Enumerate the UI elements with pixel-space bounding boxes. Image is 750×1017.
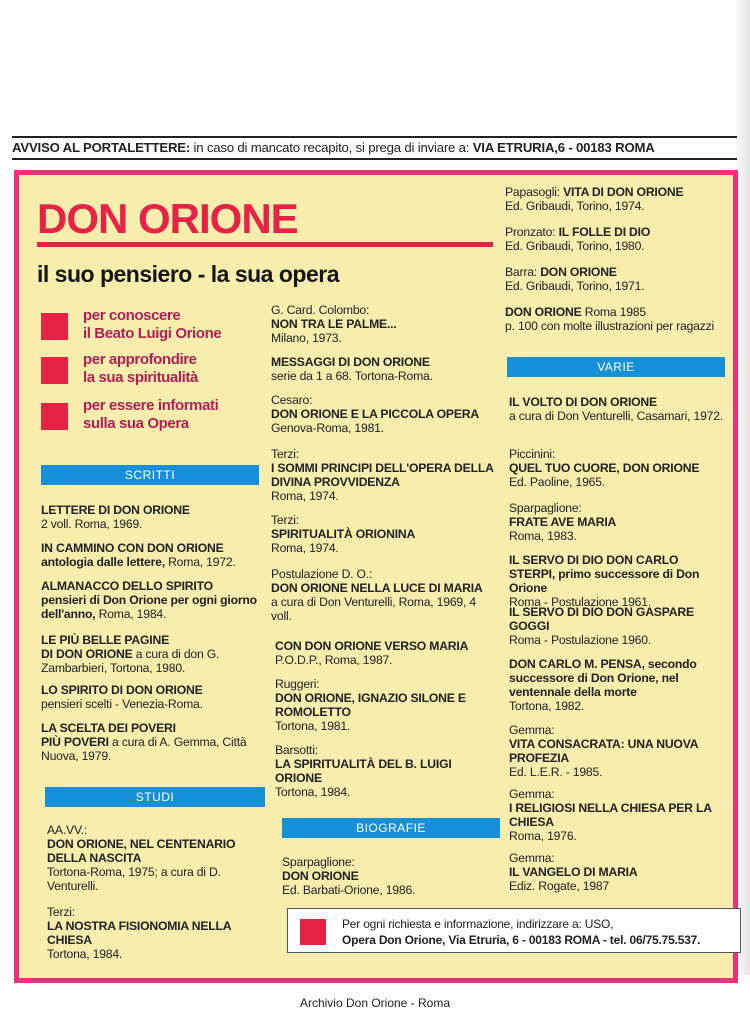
book-entry: Gemma: IL VANGELO DI MARIA Ediz. Rogate, 1987 [509, 851, 638, 893]
purpose-inform [41, 397, 271, 437]
book-entry: Sparpaglione: FRATE AVE MARIA Roma, 1983. [509, 501, 617, 543]
postal-address: VIA ETRURIA,6 - 00183 ROMA [472, 140, 655, 155]
book-entry: Papasogli: VITA DI DON ORIONE Ed. Gribaudi, Torino, 1974. [505, 185, 684, 213]
book-entry: Cesaro: DON ORIONE E LA PICCOLA OPERA Genova-Roma, 1981. [271, 393, 479, 435]
book-entry: G. Card. Colombo: NON TRA LE PALME... Milano, 1973. [271, 303, 397, 345]
red-square-bullet [41, 403, 68, 430]
book-entry: LETTERE DI DON ORIONE 2 voll. Roma, 1969. [41, 503, 190, 531]
section-bar-varie: VARIE [507, 357, 725, 377]
purpose-line: per conoscere [83, 307, 181, 324]
book-entry: IL VOLTO DI DON ORIONE a cura di Don Venturelli, Casamari, 1972. [509, 395, 724, 423]
book-entry: LE PIÙ BELLE PAGINE DI DON ORIONE a cura di don G. Zambarbieri, Tortona, 1980. [41, 633, 220, 675]
purpose-line: il Beato Luigi Orione [83, 325, 222, 342]
book-entry: DON CARLO M. PENSA, secondo successore di Don Orione, nel ventennale della morte Tortona, 1982. [509, 657, 697, 713]
book-entry: Pronzato: IL FOLLE DI DIO Ed. Gribaudi, Torino, 1980. [505, 225, 651, 253]
purpose-line: per approfondire [83, 351, 197, 368]
book-entry: LA SCELTA DEI POVERI PIÙ POVERI a cura di A. Gemma, Città Nuova, 1979. [41, 721, 247, 763]
brand-subtitle: il suo pensiero - la sua opera [37, 261, 339, 287]
brand-underline [37, 242, 493, 247]
book-entry: IN CAMMINO CON DON ORIONE antologia dalle lettere, Roma, 1972. [41, 541, 236, 569]
section-bar-studi: STUDI [45, 787, 265, 807]
contact-line1: Per ogni richiesta e informazione, indirizzare a: USO, [342, 917, 614, 931]
book-entry: Barsotti: LA SPIRITUALITÀ DEL B. LUIGI ORIONE Tortona, 1984. [275, 743, 452, 799]
book-entry: AA.VV.: DON ORIONE, NEL CENTENARIO DELLA NASCITA Tortona-Roma, 1975; a cura di D. Venturelli. [47, 823, 236, 893]
book-entry: Terzi: SPIRITUALITÀ ORIONINA Roma, 1974. [271, 513, 416, 555]
postal-label: AVVISO AL PORTALETTERE: [12, 140, 191, 155]
section-bar-biografie: BIOGRAFIE [282, 818, 500, 838]
book-entry: Sparpaglione: DON ORIONE Ed. Barbati-Orione, 1986. [282, 855, 416, 897]
book-entry: LO SPIRITO DI DON ORIONE pensieri scelti - Venezia-Roma. [41, 683, 203, 711]
archive-footer: Archivio Don Orione - Roma [299, 996, 451, 1010]
book-entry: IL SERVO DI DIO DON GASPARE GOGGI Roma - Postulazione 1960. [509, 605, 694, 647]
book-entry: Terzi: I SOMMI PRINCIPI DELL'OPERA DELLA DIVINA PROVVIDENZA Roma, 1974. [271, 447, 494, 503]
red-square-bullet [41, 357, 68, 384]
section-bar-scritti: SCRITTI [41, 465, 259, 485]
contact-box [287, 908, 741, 953]
purpose-line: per essere informati [83, 397, 219, 414]
book-entry: IL SERVO DI DIO DON CARLO STERPI, primo successore di Don Orione Roma - Postulazione 1961. [509, 553, 700, 609]
book-entry: Ruggeri: DON ORIONE, IGNAZIO SILONE E ROMOLETTO Tortona, 1981. [275, 677, 466, 733]
book-entry: ALMANACCO DELLO SPIRITO pensieri di Don Orione per ogni giorno dell'anno, Roma, 1984. [41, 579, 257, 621]
book-entry: Piccinini: QUEL TUO CUORE, DON ORIONE Ed. Paoline, 1965. [509, 447, 700, 489]
postal-notice [12, 136, 737, 160]
brand-title: DON ORIONE [37, 195, 298, 242]
book-entry: Gemma: I RELIGIOSI NELLA CHIESA PER LA CHIESA Roma, 1976. [509, 787, 712, 843]
purpose-line: la sua spiritualità [83, 369, 198, 386]
purpose-deepen [41, 351, 271, 391]
book-entry: MESSAGGI DI DON ORIONE serie da 1 a 68. Tortona-Roma. [271, 355, 433, 383]
book-entry: Gemma: VITA CONSACRATA: UNA NUOVA PROFEZIA Ed. L.E.R. - 1985. [509, 723, 698, 779]
book-entry: Barra: DON ORIONE Ed. Gribaudi, Torino, 1971. [505, 265, 645, 293]
book-entry: CON DON ORIONE VERSO MARIA P.O.D.P., Roma, 1987. [275, 639, 469, 667]
book-entry: Terzi: LA NOSTRA FISIONOMIA NELLA CHIESA Tortona, 1984. [47, 905, 231, 961]
book-entry: Postulazione D. O.: DON ORIONE NELLA LUCE DI MARIA a cura di Don Venturelli, Roma, 1969, 4 voll. [271, 567, 483, 623]
purpose-know [41, 307, 271, 347]
red-square-bullet [300, 919, 326, 945]
postal-text: in caso di mancato recapito, si prega di inviare a: [193, 140, 470, 155]
purpose-line: sulla sua Opera [83, 415, 189, 432]
brochure-panel [14, 170, 738, 983]
book-entry: DON ORIONE Roma 1985 p. 100 con molte illustrazioni per ragazzi [505, 305, 715, 333]
red-square-bullet [41, 313, 68, 340]
contact-line2: Opera Don Orione, Via Etruria, 6 - 00183 ROMA - tel. 06/75.75.537. [342, 933, 701, 947]
page-edge [736, 0, 750, 975]
